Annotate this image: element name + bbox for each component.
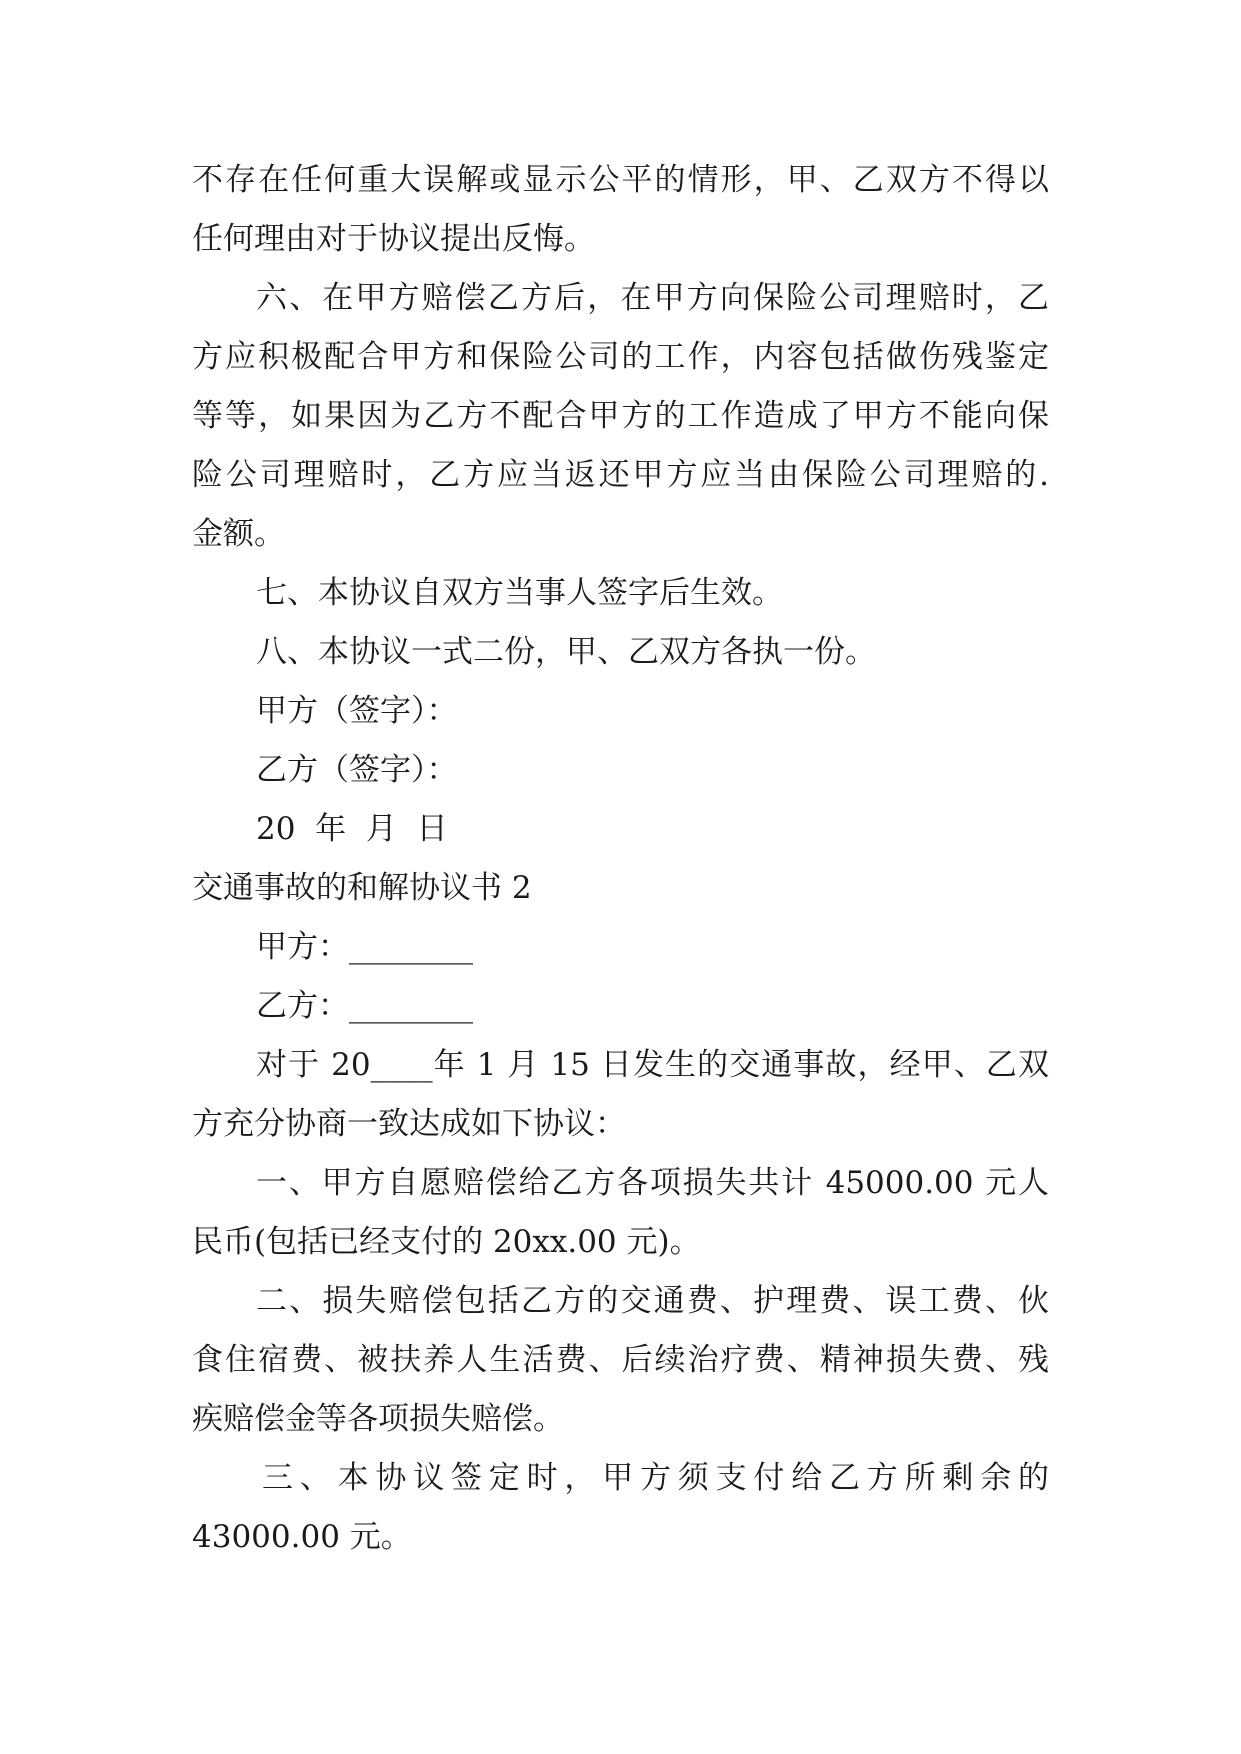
text-line bbox=[0, 1330, 1241, 1390]
text-line-content: 一、甲方自愿赔偿给乙方各项损失共计 45000.00 元人 bbox=[256, 1165, 1049, 1201]
text-line-content: 乙方：________ bbox=[256, 988, 473, 1024]
text-line bbox=[0, 150, 1241, 210]
text-line bbox=[0, 209, 1241, 269]
text-line-content: 等等，如果因为乙方不配合甲方的工作造成了甲方不能向保 bbox=[192, 398, 1049, 434]
text-line-content: 三、本协议签定时，甲方须支付给乙方所剩余的 bbox=[262, 1460, 1049, 1496]
text-line-content: 不存在任何重大误解或显示公平的情形，甲、乙双方不得以 bbox=[192, 162, 1049, 198]
text-line-content: 20 年 月 日 bbox=[256, 811, 448, 847]
text-line bbox=[0, 1094, 1241, 1154]
text-line-content: 对于 20____年 1 月 15 日发生的交通事故，经甲、乙双 bbox=[256, 1047, 1049, 1083]
text-line-content: 二、损失赔偿包括乙方的交通费、护理费、误工费、伙 bbox=[256, 1283, 1049, 1319]
text-line-content: 方应积极配合甲方和保险公司的工作，内容包括做伤残鉴定 bbox=[192, 339, 1049, 375]
text-line-content: 甲方（签字）： bbox=[256, 693, 458, 729]
text-line bbox=[0, 740, 1241, 800]
text-line bbox=[0, 445, 1241, 505]
text-line-content: 43000.00 元。 bbox=[192, 1519, 412, 1555]
text-line bbox=[0, 976, 1241, 1036]
text-line bbox=[0, 504, 1241, 564]
text-line-content: 六、在甲方赔偿乙方后，在甲方向保险公司理赔时，乙 bbox=[256, 280, 1049, 316]
text-line bbox=[0, 563, 1241, 623]
text-line-content: 八、本协议一式二份，甲、乙双方各执一份。 bbox=[256, 634, 876, 670]
text-line bbox=[0, 1389, 1241, 1449]
section-title bbox=[0, 858, 1241, 918]
text-line-content: 七、本协议自双方当事人签字后生效。 bbox=[256, 575, 783, 611]
text-line bbox=[0, 1212, 1241, 1272]
text-line bbox=[0, 327, 1241, 387]
text-line bbox=[0, 681, 1241, 741]
text-line bbox=[0, 1153, 1241, 1213]
text-line bbox=[0, 1035, 1241, 1095]
text-line-content: 食住宿费、被扶养人生活费、后续治疗费、精神损失费、残 bbox=[192, 1342, 1049, 1378]
text-line-content: 民币(包括已经支付的 20xx.00 元)。 bbox=[192, 1224, 701, 1260]
text-line-content: 甲方：________ bbox=[256, 929, 473, 965]
text-line-content: 金额。 bbox=[192, 516, 285, 552]
text-line bbox=[0, 386, 1241, 446]
text-line bbox=[0, 799, 1241, 859]
text-line bbox=[0, 1507, 1241, 1567]
text-line-content: 乙方（签字）： bbox=[256, 752, 458, 788]
section-title-text: 交通事故的和解协议书 2 bbox=[192, 870, 532, 906]
text-line-content: 疾赔偿金等各项损失赔偿。 bbox=[192, 1401, 564, 1437]
text-line-content: 任何理由对于协议提出反悔。 bbox=[192, 221, 595, 257]
text-line-content: 险公司理赔时，乙方应当返还甲方应当由保险公司理赔的. bbox=[192, 457, 1049, 493]
text-line bbox=[0, 268, 1241, 328]
text-line bbox=[0, 917, 1241, 977]
text-line bbox=[0, 622, 1241, 682]
text-line bbox=[0, 1448, 1241, 1508]
text-line bbox=[0, 1271, 1241, 1331]
text-line-content: 方充分协商一致达成如下协议： bbox=[192, 1106, 626, 1142]
